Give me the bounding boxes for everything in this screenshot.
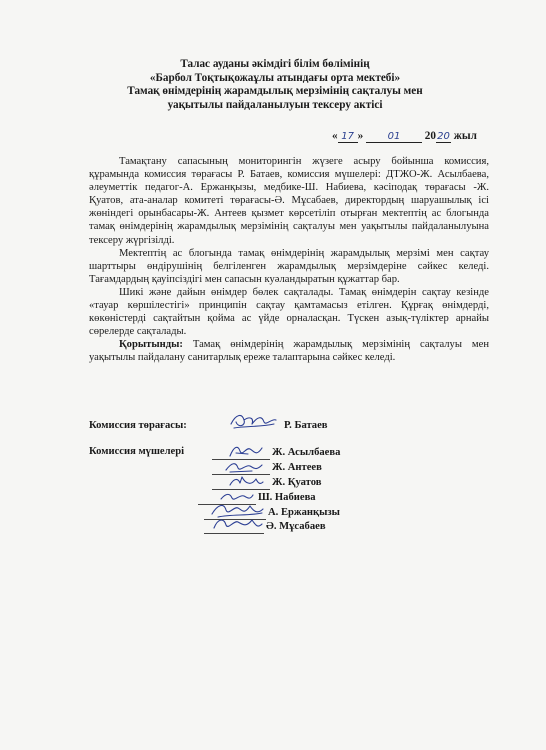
chair-name: Р. Батаев <box>284 420 328 431</box>
paragraph-3: Шикі және дайын өнімдер бөлек сақталады. Тамақ өнімдерін сақтау кезінде «тауар көршілестігі» принципін сақтау қамтамасыз етілген. Құрғақ өнімдерді, көкөністерді сақтайтын қойма ас үйде орналасқан. Түскен азық-түліктер арнайы сөрелерде сақталады. <box>89 286 489 338</box>
date-day: 17 <box>341 131 354 142</box>
act-body <box>89 155 489 365</box>
conclusion-text: Тамақ өнімдерінің жарамдылық мерзімінің сақталуы мен уақытылы пайдалану санитарлық ереже талаптарына сәйкес келеді. <box>89 339 489 364</box>
header-line-4: уақытылы пайдаланылуын тексеру актісі <box>167 98 383 111</box>
member-name-1: Ж. Асылбаева <box>272 447 341 458</box>
date-year-suffix: 20 <box>437 131 450 142</box>
paragraph-2: Мектептің ас блогында тамақ өнімдерінің жарамдылық мерзімі мен сақтау шарттыры өндірушінің белгіленген жарамдылық мерзімдеріне сәйкес келеді. Тағамдардың қауіпсіздігі мен сапасын куәландыратын құжаттар бар. <box>89 247 489 285</box>
date-close-quote: » <box>357 130 364 142</box>
member-name-2: Ж. Антеев <box>272 462 322 473</box>
date-year-prefix: 20 <box>424 130 436 142</box>
header-line-2: «Барбол Тоқтықожаұлы атындағы орта мектебі» <box>149 71 401 84</box>
members-label: Комиссия мүшелері <box>89 446 185 457</box>
chair-signature-icon <box>228 410 278 432</box>
member-name-5: А. Ержанқызы <box>268 507 340 518</box>
date-open-quote: « <box>332 130 338 142</box>
header-line-3: Тамақ өнімдерінің жарамдылық мерзімінің сақталуы мен <box>127 85 423 97</box>
member-signature-icon <box>210 514 264 534</box>
member-name-6: Ә. Мұсабаев <box>266 521 326 532</box>
paragraph-1: Тамақтану сапасының мониторингін жүзеге асыру бойынша комиссия, құрамында комиссия төрағасы Р. Батаев, комиссия мүшелері: ДТЖО-Ж. Асылбаева, әлеуметтік педагог-А. Ержанқызы, медбике-Ш. Набиева, кәсіподақ төрағасы -Ж. Қуатов, ата-аналар комитеті төрағасы-Ә. Мұсабаев, директордың шаруашылық ісі жөніндегі орынбасары-Ж. Антеев қызмет көрсетіліп отырған мектептің ас блогында тамақ өнімдерінің жарамдылық мерзімінің сақталуы мен уақытылы пайдаланылуына тексеру жүргізілді. <box>89 156 489 246</box>
header-line-1: Талас ауданы әкімдігі білім бөлімінің <box>180 58 370 70</box>
member-signature-icon <box>226 473 266 490</box>
date-month: 01 <box>387 131 401 142</box>
chair-label: Комиссия төрағасы: <box>89 420 187 431</box>
member-name-4: Ш. Набиева <box>258 492 316 503</box>
date-year-word: жыл <box>453 130 477 142</box>
conclusion-label: Қорытынды: <box>119 339 183 351</box>
member-name-3: Ж. Қуатов <box>272 477 322 488</box>
document-date <box>332 130 477 143</box>
document-header <box>60 58 490 112</box>
paragraph-4 <box>89 338 489 364</box>
